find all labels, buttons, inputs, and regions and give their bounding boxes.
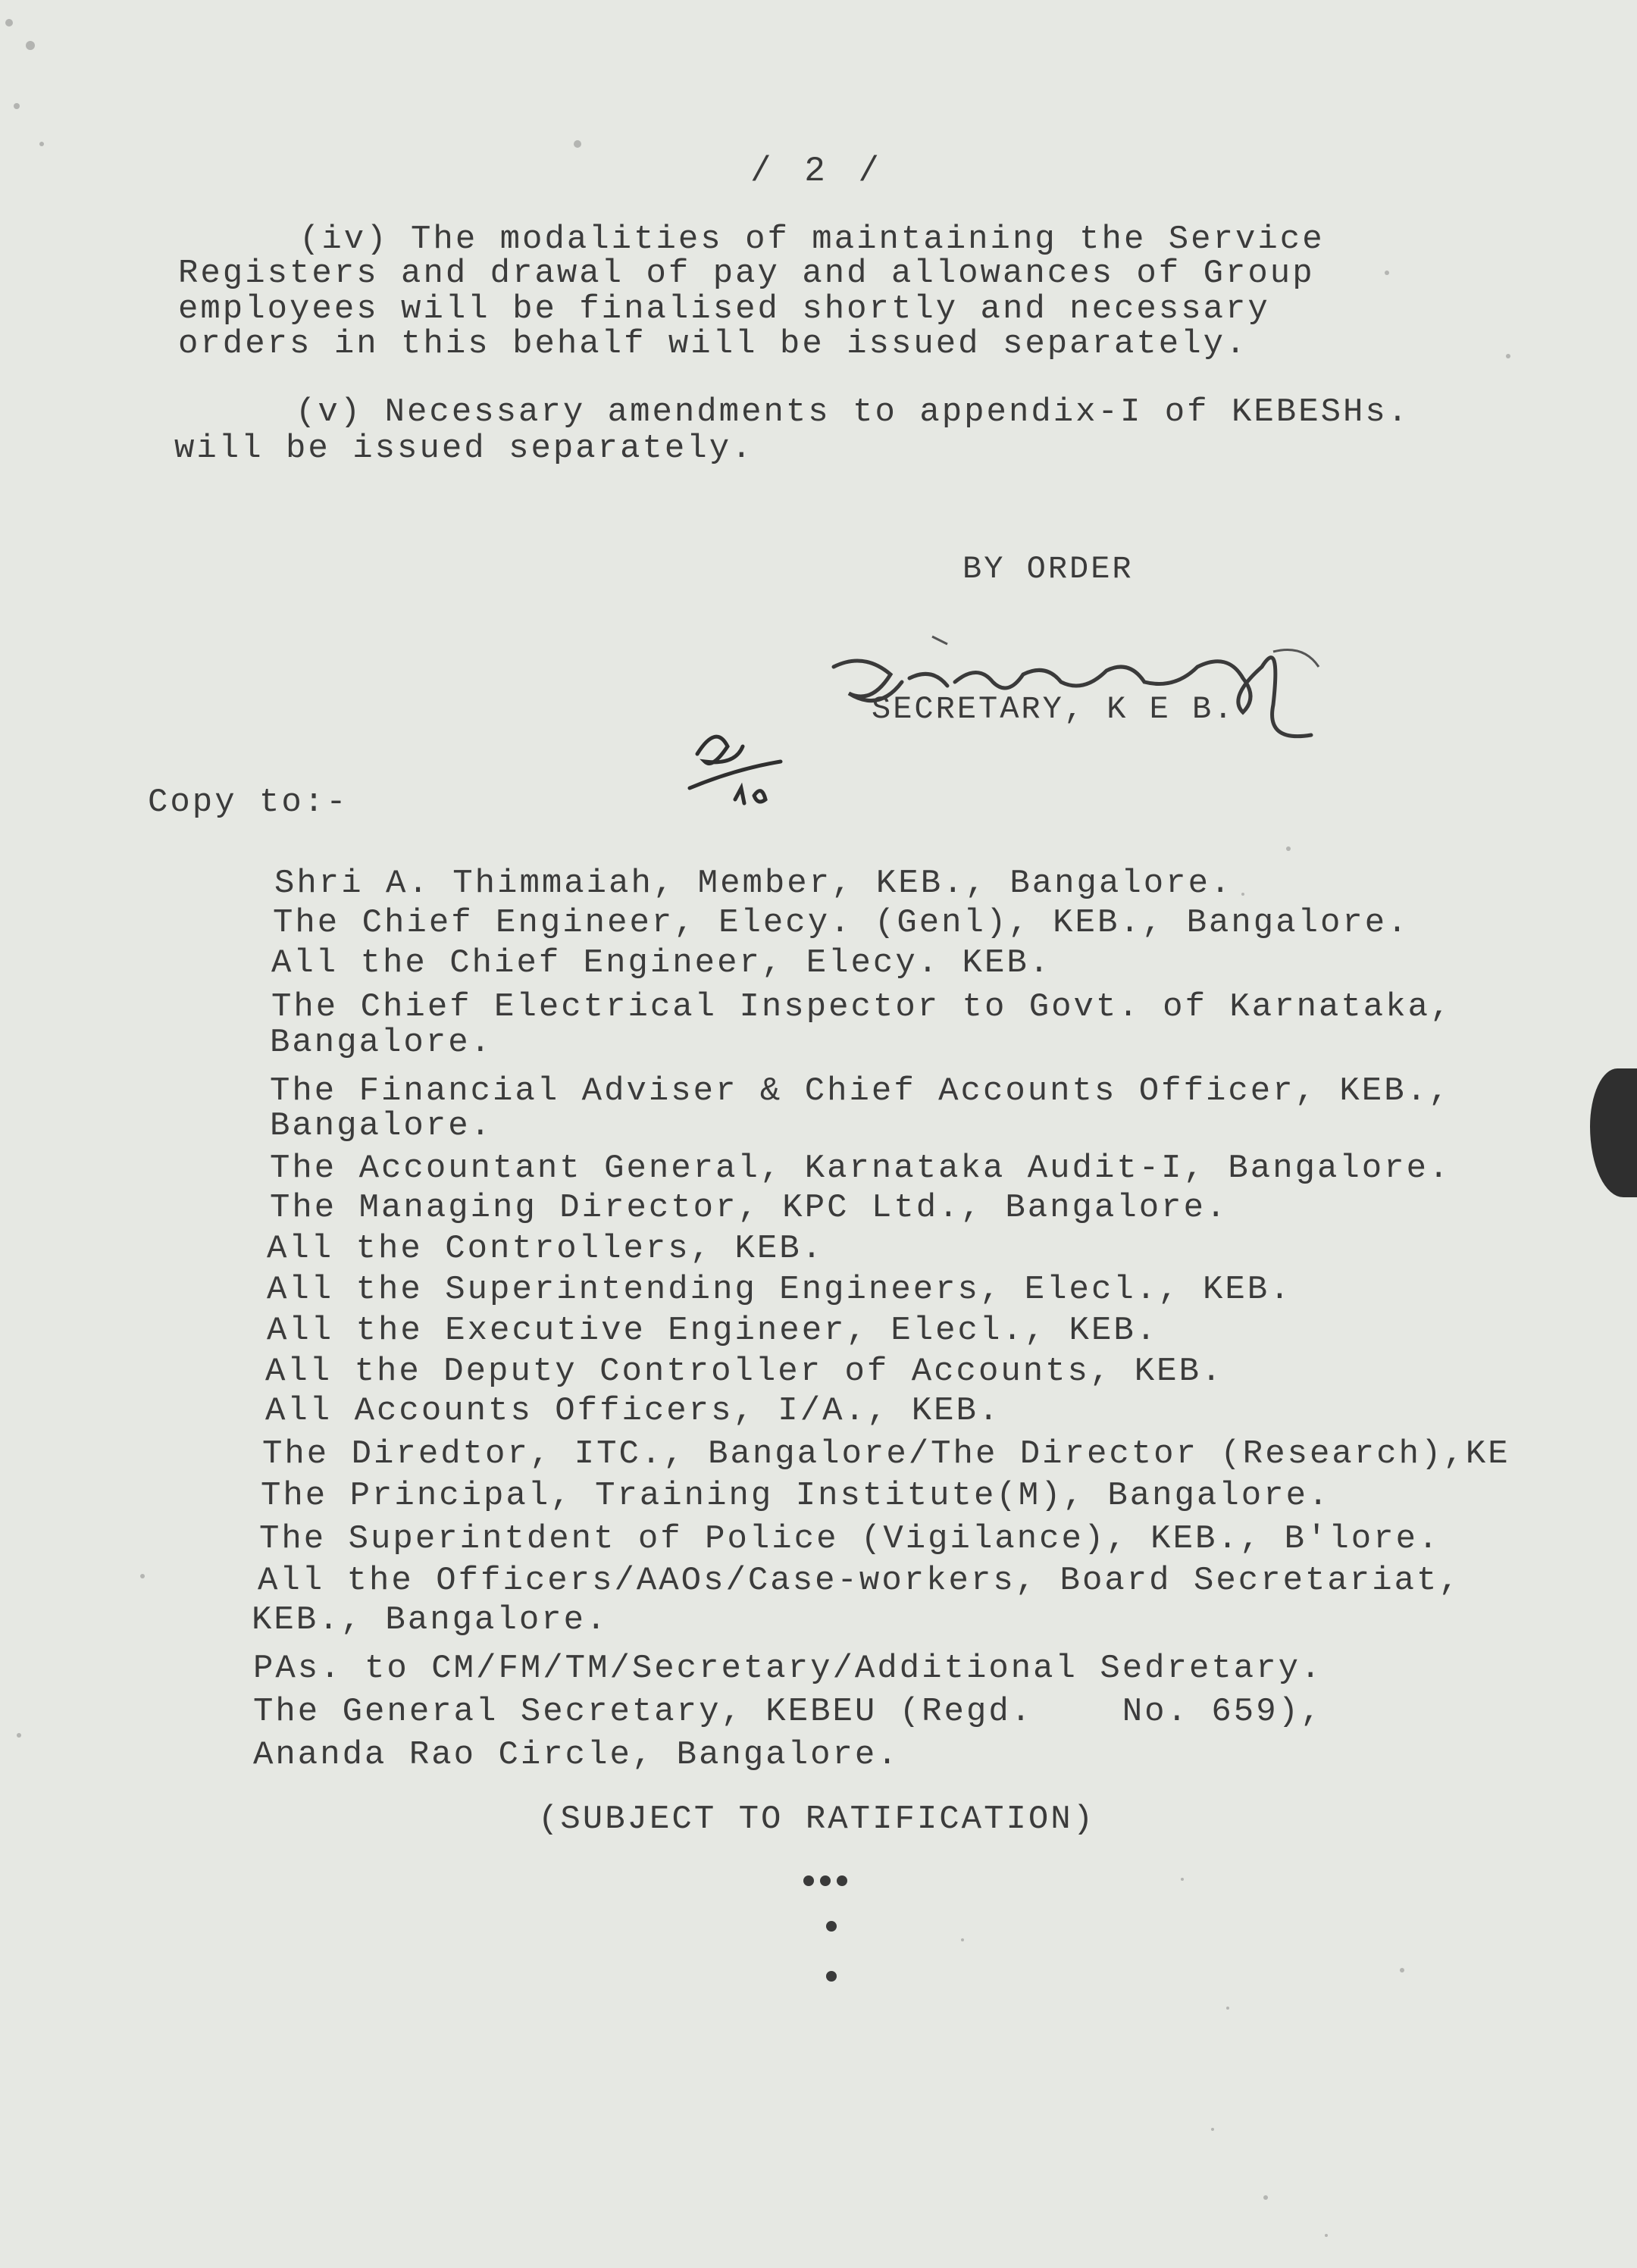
ink-blot xyxy=(1590,1068,1637,1197)
copy-recipient-20: PAs. to CM/FM/TM/Secretary/Additional Sedretary. xyxy=(253,1650,1323,1688)
copy-recipient-22: Ananda Rao Circle, Bangalore. xyxy=(253,1736,900,1774)
para-v-line-1: (v) Necessary amendments to appendix-I of KEBESHs. xyxy=(296,393,1410,431)
copy-recipient-12: All the Executive Engineer, Elecl., KEB. xyxy=(267,1312,1159,1350)
copy-recipient-2: The Chief Engineer, Elecy. (Genl), KEB., Bangalore. xyxy=(273,904,1410,942)
copy-recipient-5: Bangalore. xyxy=(270,1024,493,1062)
copy-to-label: Copy to:- xyxy=(148,784,349,821)
copy-recipient-17: The Superintdent of Police (Vigilance), KEB., B'lore. xyxy=(259,1520,1441,1558)
copy-recipient-21: The General Secretary, KEBEU (Regd. No. 659), xyxy=(253,1693,1323,1731)
para-v-line-2: will be issued separately. xyxy=(174,430,754,468)
initials-mark xyxy=(682,724,803,822)
signatory-title: SECRETARY, K E B. xyxy=(872,691,1235,727)
copy-recipient-6: The Financial Adviser & Chief Accounts Officer, KEB., xyxy=(270,1072,1451,1110)
copy-recipient-10: All the Controllers, KEB. xyxy=(267,1230,825,1268)
para-iv-line-1: (iv) The modalities of maintaining the Service xyxy=(299,221,1325,258)
copy-recipient-4: The Chief Electrical Inspector to Govt. of Karnataka, xyxy=(271,988,1453,1026)
copy-recipient-11: All the Superintending Engineers, Elecl., KEB. xyxy=(267,1271,1292,1309)
copy-recipient-1: Shri A. Thimmaiah, Member, KEB., Bangalore. xyxy=(274,865,1233,903)
footer-note: (SUBJECT TO RATIFICATION) xyxy=(538,1800,1096,1838)
copy-recipient-15: The Diredtor, ITC., Bangalore/The Director (Research),KE xyxy=(262,1435,1510,1473)
page-number: / 2 / xyxy=(750,152,886,191)
copy-recipient-18: All the Officers/AAOs/Case-workers, Board Secretariat, xyxy=(258,1562,1461,1600)
copy-recipient-9: The Managing Director, KPC Ltd., Bangalore. xyxy=(270,1189,1229,1227)
copy-recipient-16: The Principal, Training Institute(M), Bangalore. xyxy=(261,1477,1331,1515)
by-order: BY ORDER xyxy=(962,551,1134,587)
copy-recipient-8: The Accountant General, Karnataka Audit-I, Bangalore. xyxy=(270,1150,1451,1187)
para-iv-line-4: orders in this behalf will be issued separately. xyxy=(178,325,1248,363)
copy-recipient-14: All Accounts Officers, I/A., KEB. xyxy=(265,1392,1001,1430)
copy-recipient-3: All the Chief Engineer, Elecy. KEB. xyxy=(271,944,1052,982)
copy-recipient-7: Bangalore. xyxy=(270,1107,493,1145)
copy-recipient-13: All the Deputy Controller of Accounts, KEB. xyxy=(265,1353,1224,1391)
para-iv-line-2: Registers and drawal of pay and allowances of Group xyxy=(178,255,1315,292)
copy-recipient-19: KEB., Bangalore. xyxy=(252,1601,609,1639)
para-iv-line-3: employees will be finalised shortly and necessary xyxy=(178,290,1270,328)
